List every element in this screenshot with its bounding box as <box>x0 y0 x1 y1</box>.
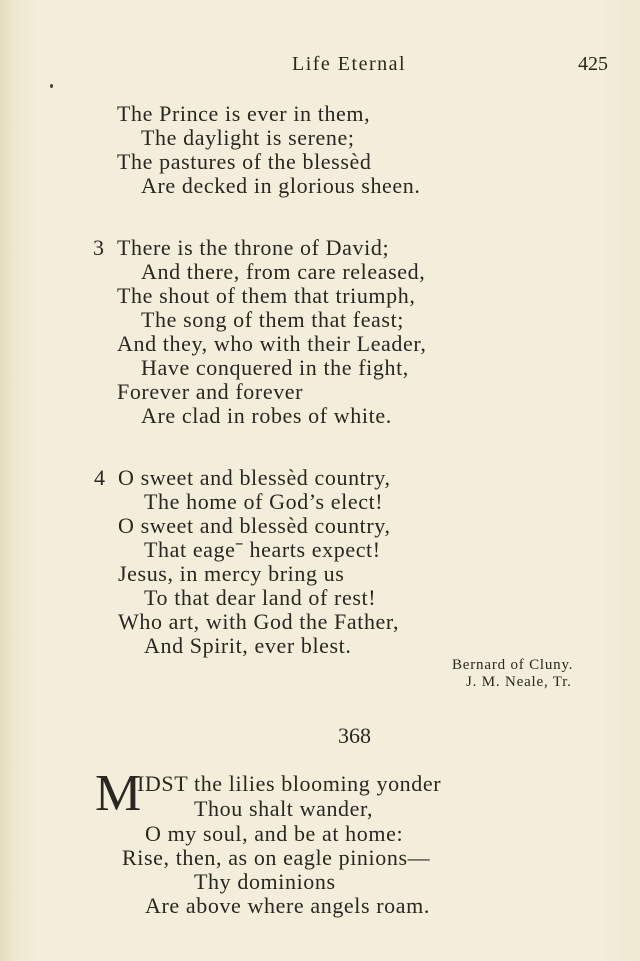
hymn-number: 368 <box>338 723 371 748</box>
verse-line: The Prince is ever in them, <box>117 101 371 126</box>
verse-line: Are decked in glorious sheen. <box>141 173 421 198</box>
verse-line: That eageˉ hearts expect! <box>144 537 381 562</box>
verse-line: And Spirit, ever blest. <box>144 633 352 658</box>
translator-credit: J. M. Neale, Tr. <box>466 674 572 690</box>
verse-line: There is the throne of David; <box>117 235 390 260</box>
verse-line: Who art, with God the Father, <box>118 609 400 634</box>
verse-line: IDST the lilies blooming yonder <box>137 771 442 796</box>
verse-line: The shout of them that triumph, <box>117 283 416 308</box>
verse-line: Thy dominions <box>194 869 336 894</box>
verse-line: The pastures of the blessèd <box>117 149 372 174</box>
verse-number: 4 <box>94 465 106 490</box>
verse-line: The daylight is serene; <box>141 125 355 150</box>
verse-line: The home of God’s elect! <box>144 489 384 514</box>
drop-cap: M <box>95 765 142 822</box>
verse-line: O sweet and blessèd country, <box>118 513 391 538</box>
verse-line: Thou shalt wander, <box>194 796 374 821</box>
verse-line: Have conquered in the fight, <box>141 355 409 380</box>
verse-line: Forever and forever <box>117 379 304 404</box>
verse-number: 3 <box>93 235 105 260</box>
verse-line: And they, who with their Leader, <box>117 331 427 356</box>
verse-line: O sweet and blessèd country, <box>118 465 391 490</box>
verse-line: Rise, then, as on eagle pinions— <box>122 845 431 870</box>
verse-line: The song of them that feast; <box>141 307 405 332</box>
verse-line: O my soul, and be at home: <box>145 821 404 846</box>
page-number: 425 <box>578 53 608 75</box>
verse-line: Are above where angels roam. <box>145 893 430 918</box>
author-credit: Bernard of Cluny. <box>452 657 574 673</box>
verse-line: Jesus, in mercy bring us <box>118 561 345 586</box>
ink-speck <box>50 84 53 88</box>
verse-line: And there, from care released, <box>141 259 426 284</box>
verse-line: To that dear land of rest! <box>144 585 377 610</box>
verse-line: Are clad in robes of white. <box>141 403 392 428</box>
running-title: Life Eternal <box>292 53 407 75</box>
